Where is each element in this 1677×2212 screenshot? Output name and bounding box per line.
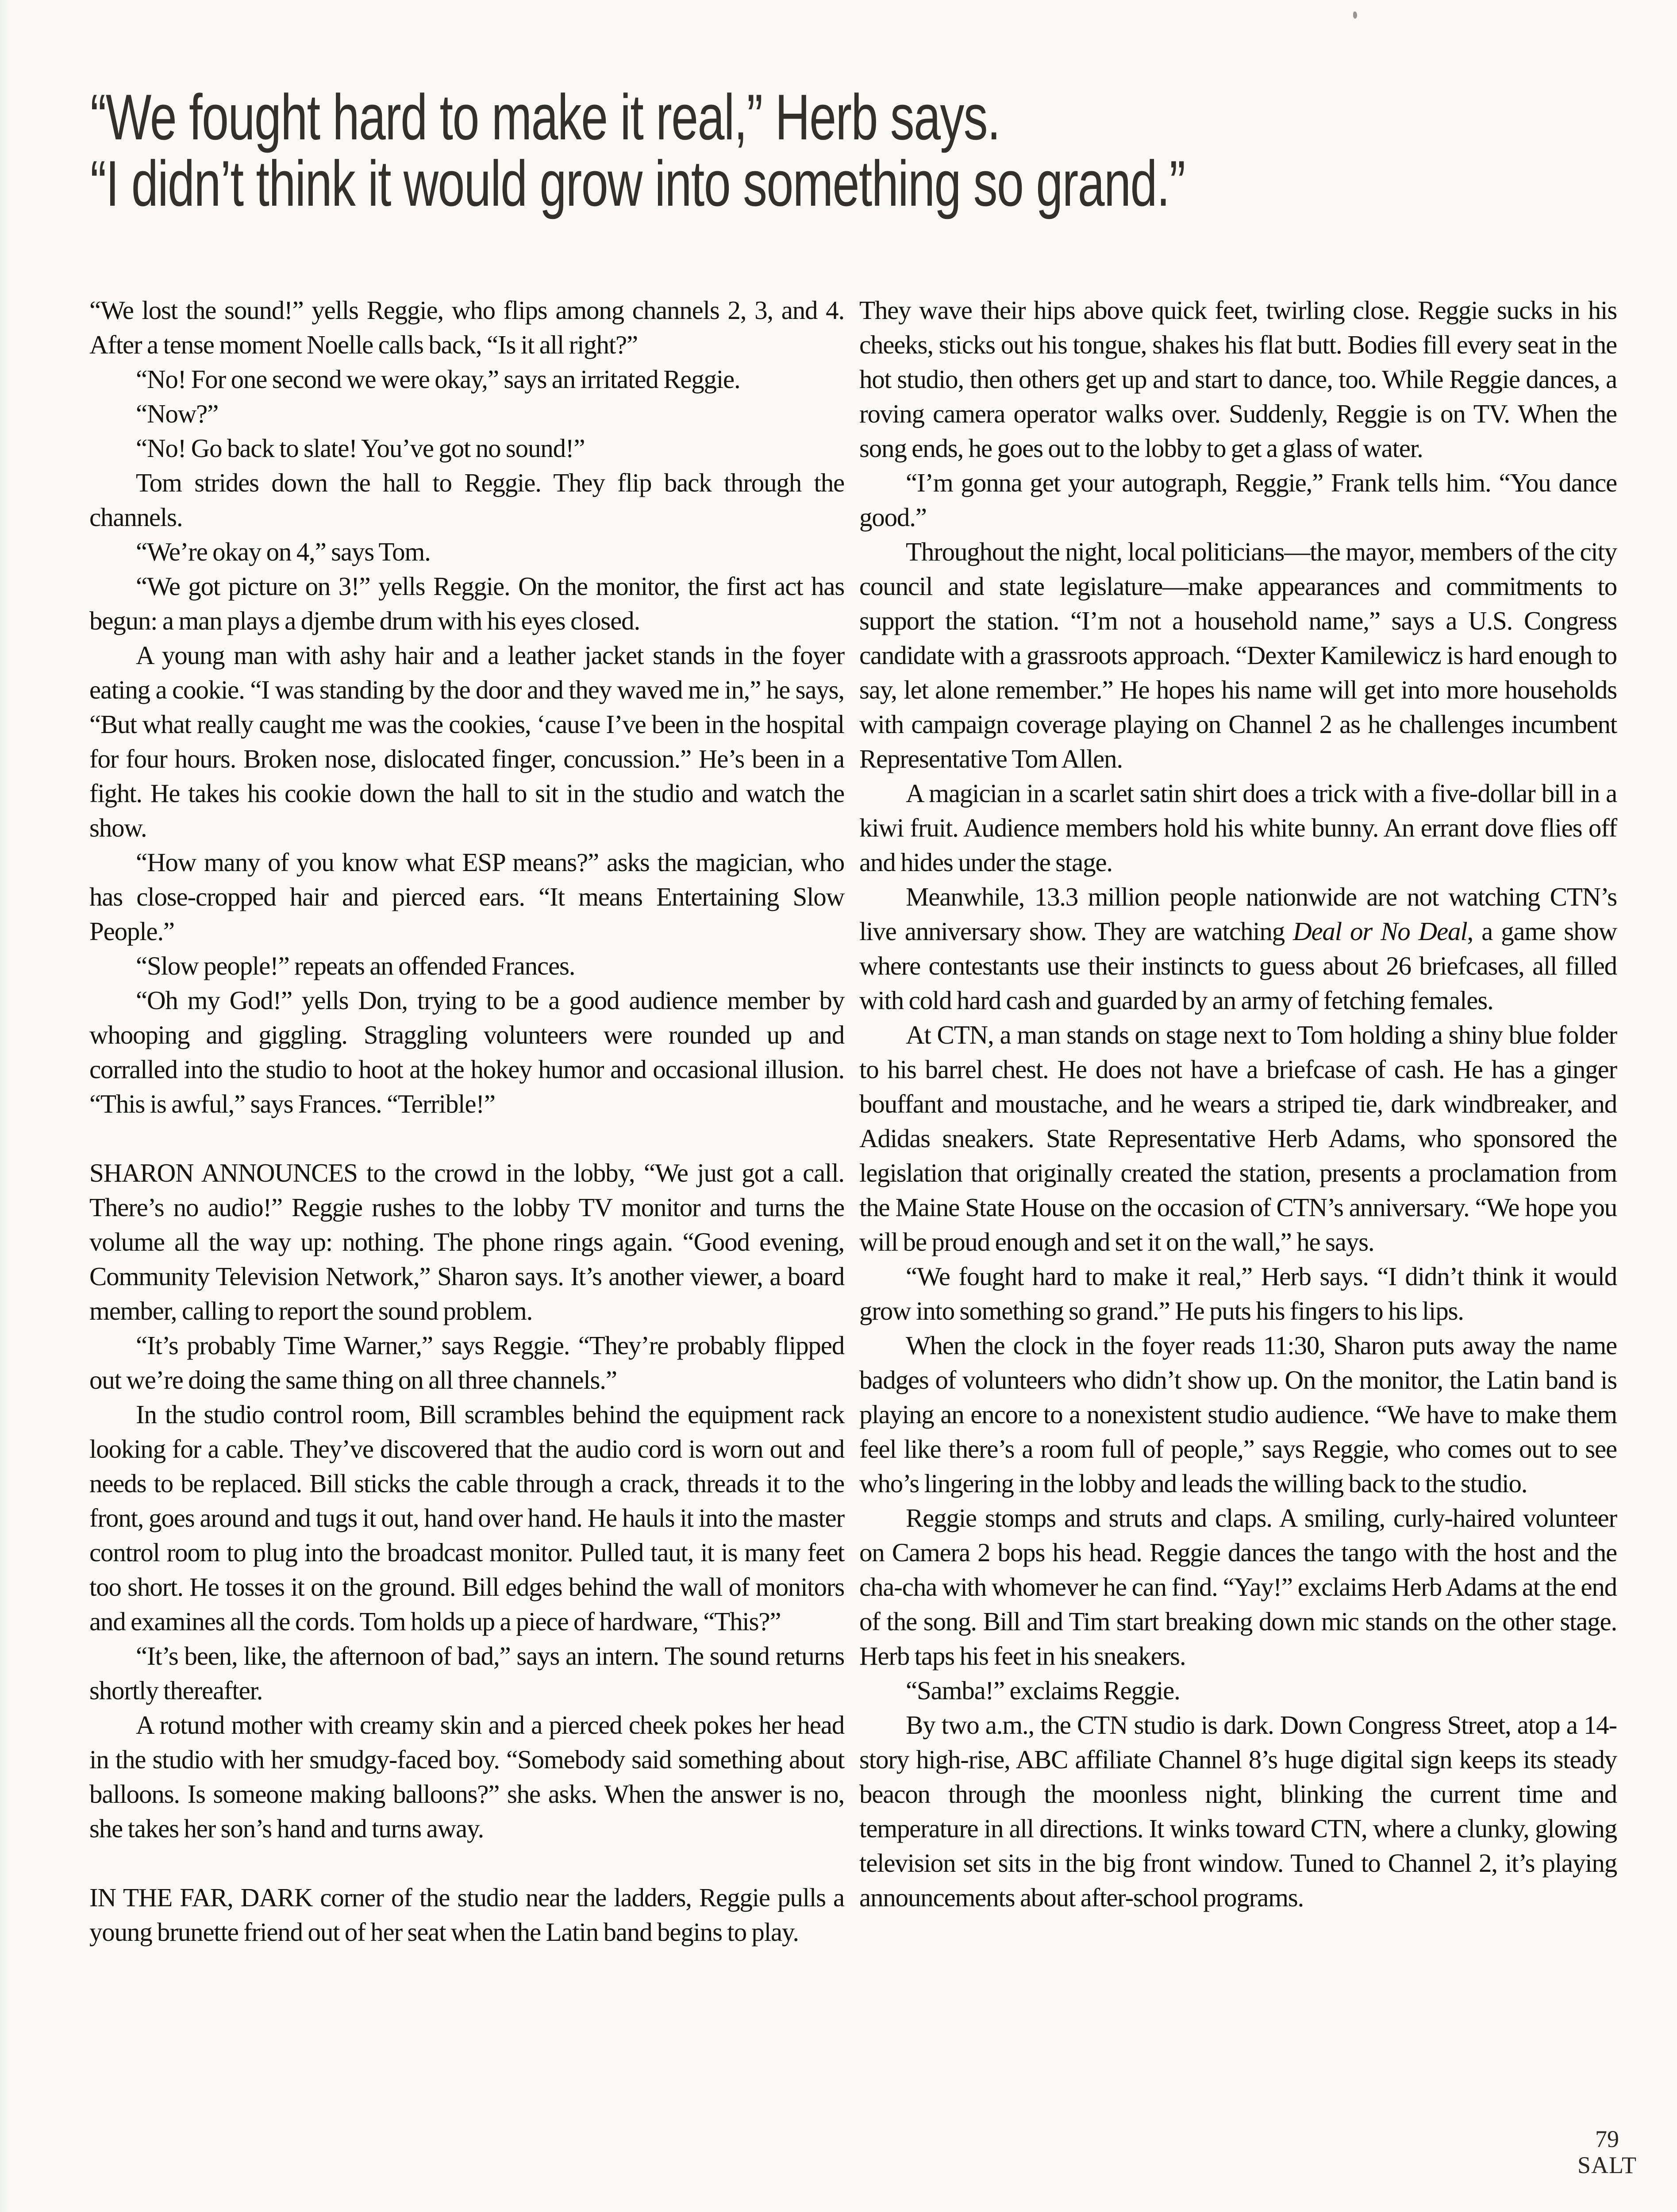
paragraph: “Samba!” exclaims Reggie. [906, 1676, 1180, 1705]
paragraph: “No! For one second we were okay,” says an irritated Reggie. [136, 365, 740, 394]
page-folio [1572, 2126, 1642, 2178]
paragraph [859, 879, 1617, 1018]
paragraph: When the clock in the foyer reads 11:30, Sharon puts away the name badges of volunteers who didn’t show up. On the monitor, the Latin band is playing an encore to a nonexistent studio audience. “We have to make them feel like there’s a room full of people,” says Reggie, who comes out to see who’s lingering in the lobby and leads the willing back to the studio. [859, 1331, 1617, 1498]
paragraph: “It’s probably Time Warner,” says Reggie. “They’re probably flipped out we’re doing the same thing on all three channels.” [89, 1331, 844, 1394]
paragraph: “We got picture on 3!” yells Reggie. On the monitor, the first act has begun: a man plays a djembe drum with his eyes closed. [89, 572, 844, 635]
paragraph: “How many of you know what ESP means?” asks the magician, who has close-cropped hair and pierced ears. “It means Entertaining Slow People.” [89, 848, 844, 946]
text-segment: , a game show where contestants use their instincts to guess about 26 briefcases, all filled with cold hard cash and guarded by an army of fetching females. [859, 917, 1617, 1015]
paragraph: By two a.m., the CTN studio is dark. Down Congress Street, atop a 14-story high-rise, ABC affiliate Channel 8’s huge digital sign keeps its steady beacon through the moonless night, blinking the current time and temperature in all directions. It winks toward CTN, where a clunky, glowing television set sits in the big front window. Tuned to Channel 2, it’s playing announcements about after-school programs. [859, 1710, 1617, 1912]
paragraph: Tom strides down the hall to Reggie. They flip back through the channels. [89, 468, 844, 532]
magazine-name: SALT [1577, 2152, 1637, 2178]
headline-line-1: “We fought hard to make it real,” Herb says. [90, 81, 1000, 153]
paragraph: “No! Go back to slate! You’ve got no sound!” [136, 434, 585, 463]
paragraph: A rotund mother with creamy skin and a pierced cheek pokes her head in the studio with her smudgy-faced boy. “Somebody said something about balloons. Is someone making balloons?” she asks. When the answer is no, she takes her son’s hand and turns away. [89, 1710, 844, 1843]
paragraph: “We fought hard to make it real,” Herb says. “I didn’t think it would grow into something so grand.” He puts his fingers to his lips. [859, 1262, 1617, 1325]
paragraph: IN THE FAR, DARK corner of the studio near the ladders, Reggie pulls a young brunette friend out of her seat when the Latin band begins to play. [89, 1883, 844, 1947]
paragraph: “Oh my God!” yells Don, trying to be a good audience member by whooping and giggling. Straggling volunteers were rounded up and corralled into the studio to hoot at the hokey humor and occasional illusion. “This is awful,” says Frances. “Terrible!” [89, 986, 844, 1118]
paragraph: In the studio control room, Bill scrambles behind the equipment rack looking for a cable. They’ve discovered that the audio cord is worn out and needs to be replaced. Bill sticks the cable through a crack, threads it to the front, goes around and tugs it out, hand over hand. He hauls it into the master control room to plug into the broadcast monitor. Pulled taut, it is many feet too short. He tosses it on the ground. Bill edges behind the wall of monitors and examines all the cords. Tom holds up a piece of hardware, “This?” [89, 1400, 844, 1636]
page-number: 79 [1595, 2126, 1619, 2152]
paragraph: “Slow people!” repeats an offended Frances. [136, 951, 575, 980]
pull-quote-headline [90, 81, 1185, 219]
text-segment: Meanwhile, 13.3 million people nationwide are not watching CTN’s live anniversary show. They are watching [859, 882, 1617, 946]
italic-show-title: Deal or No Deal [1293, 917, 1467, 946]
paragraph: A magician in a scarlet satin shirt does a trick with a five-dollar bill in a kiwi fruit. Audience members hold his white bunny. An errant dove flies off and hides under the stage. [859, 779, 1617, 877]
paragraph: “We lost the sound!” yells Reggie, who flips among channels 2, 3, and 4. After a tense moment Noelle calls back, “Is it all right?” [89, 296, 844, 359]
paragraph: A young man with ashy hair and a leather jacket stands in the foyer eating a cookie. “I was standing by the door and they waved me in,” he says, “But what really caught me was the cookies, ‘cause I’ve been in the hospital for four hours. Broken nose, dislocated finger, concussion.” He’s been in a fight. He takes his cookie down the hall to sit in the studio and watch the show. [89, 641, 844, 842]
paragraph: They wave their hips above quick feet, twirling close. Reggie sucks in his cheeks, sticks out his tongue, shakes his flat butt. Bodies fill every seat in the hot studio, then others get up and start to dance, too. While Reggie dances, a roving camera operator walks over. Suddenly, Reggie is on TV. When the song ends, he goes out to the lobby to get a glass of water. [859, 296, 1617, 463]
paragraph: “It’s been, like, the afternoon of bad,” says an intern. The sound returns shortly thereafter. [89, 1641, 844, 1705]
scan-speck [1353, 12, 1357, 19]
paragraph: “We’re okay on 4,” says Tom. [136, 537, 431, 566]
paragraph: “I’m gonna get your autograph, Reggie,” Frank tells him. “You dance good.” [859, 468, 1617, 532]
headline-line-2: “I didn’t think it would grow into something so grand.” [90, 147, 1185, 219]
scan-edge-shadow [0, 0, 10, 2212]
paragraph: Throughout the night, local politicians—the mayor, members of the city council and state legislature—make appearances and commitments to support the station. “I’m not a household name,” says a U.S. Congress candidate with a grassroots approach. “Dexter Kamilewicz is hard enough to say, let alone remember.” He hopes his name will get into more households with campaign coverage playing on Channel 2 as he challenges incumbent Representative Tom Allen. [859, 537, 1617, 773]
right-column [859, 293, 1617, 1915]
paragraph: Reggie stomps and struts and claps. A smiling, curly-haired volunteer on Camera 2 bops his head. Reggie dances the tango with the host and the cha-cha with whomever he can find. “Yay!” exclaims Herb Adams at the end of the song. Bill and Tim start breaking down mic stands on the other stage. Herb taps his feet in his sneakers. [859, 1503, 1617, 1671]
left-column [89, 293, 844, 1949]
paragraph: SHARON ANNOUNCES to the crowd in the lobby, “We just got a call. There’s no audio!” Reggie rushes to the lobby TV monitor and turns the volume all the way up: nothing. The phone rings again. “Good evening, Community Television Network,” Sharon says. It’s another viewer, a board member, calling to report the sound problem. [89, 1158, 844, 1325]
paragraph: “Now?” [136, 399, 219, 428]
paragraph: At CTN, a man stands on stage next to Tom holding a shiny blue folder to his barrel chest. He does not have a briefcase of cash. He has a ginger bouffant and moustache, and he wears a striped tie, dark windbreaker, and Adidas sneakers. State Representative Herb Adams, who sponsored the legislation that originally created the station, presents a proclamation from the Maine State House on the occasion of CTN’s anniversary. “We hope you will be proud enough and set it on the wall,” he says. [859, 1020, 1617, 1256]
